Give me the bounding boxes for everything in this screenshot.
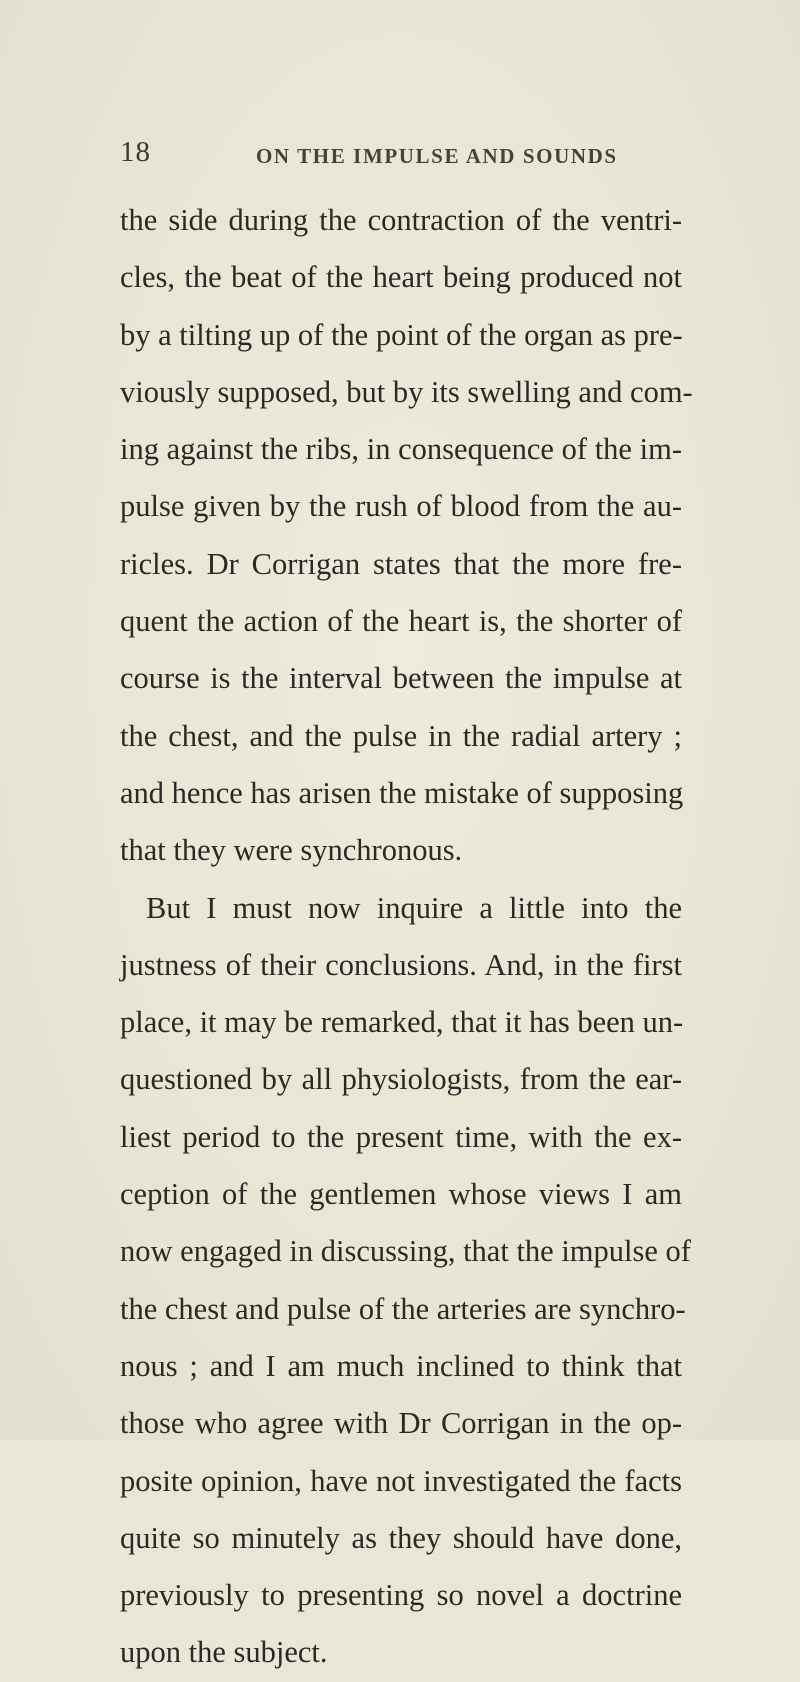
page-number: 18 <box>120 136 151 168</box>
text-line: those who agree with Dr Corrigan in the op- <box>120 1406 682 1441</box>
running-head-title: ON THE IMPULSE AND SOUNDS <box>256 144 618 168</box>
text-line: quent the action of the heart is, the shorter of <box>120 604 682 639</box>
text-line: liest period to the present time, with the ex- <box>120 1119 682 1154</box>
text-line: ing against the ribs, in consequence of the im- <box>120 432 682 467</box>
text-line: viously supposed, but by its swelling and com- <box>120 374 693 409</box>
text-line: and hence has arisen the mistake of supposing <box>120 775 684 810</box>
text-line: ception of the gentlemen whose views I am <box>120 1177 682 1212</box>
text-line: pulse given by the rush of blood from the au- <box>120 489 682 524</box>
text-line: now engaged in discussing, that the impulse of <box>120 1234 691 1269</box>
text-line: course is the interval between the impulse at <box>120 661 682 696</box>
text-line: questioned by all physiologists, from the ear- <box>120 1062 682 1097</box>
text-line: quite so minutely as they should have done, <box>120 1520 682 1555</box>
paragraph-end-line: upon the subject. <box>120 1635 328 1670</box>
running-head <box>120 136 680 176</box>
text-line: cles, the beat of the heart being produced not <box>120 260 682 295</box>
text-line: place, it may be remarked, that it has been un- <box>120 1005 684 1040</box>
paragraph-start-line: But I must now inquire a little into the <box>146 890 682 925</box>
text-line: posite opinion, have not investigated the facts <box>120 1463 682 1498</box>
text-line: ricles. Dr Corrigan states that the more fre- <box>120 546 682 581</box>
body-text <box>120 192 693 1682</box>
text-line: the side during the contraction of the ventri- <box>120 203 682 237</box>
text-line: the chest, and the pulse in the radial artery ; <box>120 718 682 753</box>
text-line: by a tilting up of the point of the organ as pre- <box>120 317 683 352</box>
text-line: nous ; and I am much inclined to think that <box>120 1348 682 1383</box>
text-line: previously to presenting so novel a doctrine <box>120 1578 682 1613</box>
paragraph-end-line: that they were synchronous. <box>120 833 463 868</box>
text-line: the chest and pulse of the arteries are synchro- <box>120 1291 686 1326</box>
text-line: justness of their conclusions. And, in the first <box>120 947 682 982</box>
